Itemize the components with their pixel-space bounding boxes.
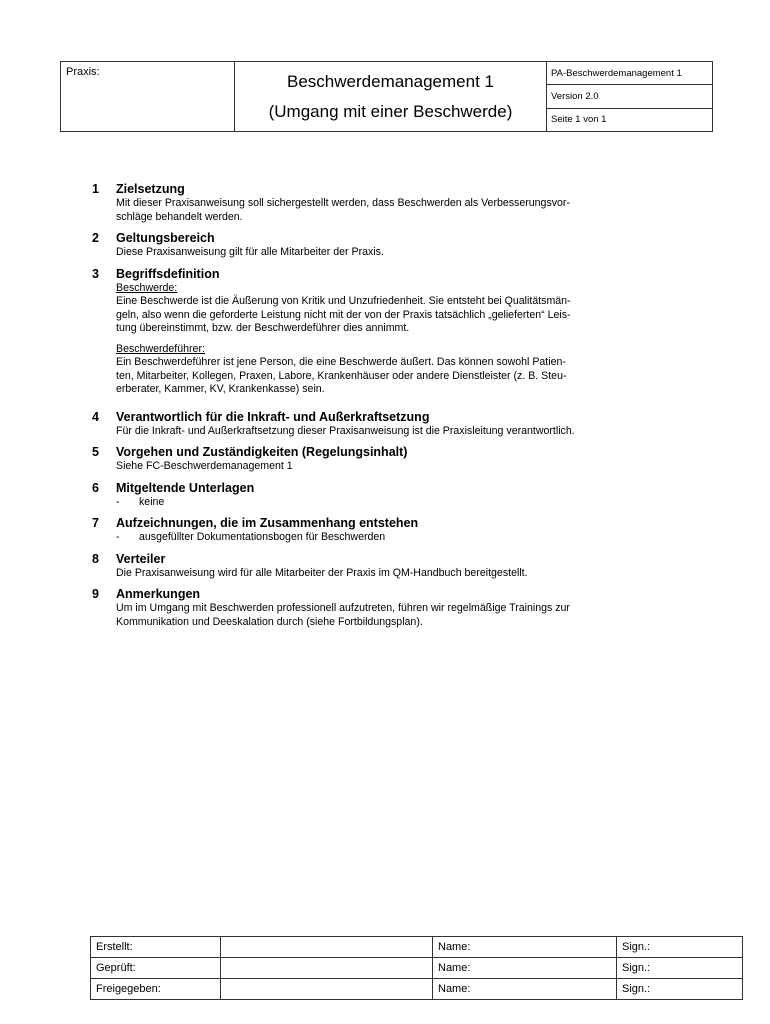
section-title: Verteiler — [116, 551, 166, 566]
doc-version: Version 2.0 — [547, 85, 712, 108]
approval-value — [221, 979, 433, 1000]
approval-sign: Sign.: — [617, 979, 743, 1000]
approval-label: Erstellt: — [91, 937, 221, 958]
section-title: Verantwortlich für die Inkraft- und Außerkraftsetzung — [116, 409, 430, 424]
approval-value — [221, 937, 433, 958]
praxis-cell: Praxis: — [61, 62, 235, 131]
section-text: Für die Inkraft- und Außerkraftsetzung dieser Praxisanweisung ist die Praxisleitung verantwortlich. — [116, 424, 575, 437]
section-vorgehen — [92, 444, 692, 474]
doc-page: Seite 1 von 1 — [551, 114, 607, 126]
approval-label: Freigegeben: — [91, 979, 221, 1000]
list-item — [116, 496, 692, 510]
list-dash: - — [116, 495, 120, 508]
approval-name: Name: — [433, 958, 617, 979]
section-begriffsdefinition — [92, 266, 692, 397]
document-meta — [547, 62, 712, 131]
section-verteiler — [92, 551, 692, 581]
section-number: 8 — [92, 551, 99, 566]
section-number: 5 — [92, 445, 99, 459]
title-line-2: (Umgang mit einer Beschwerde) — [268, 101, 513, 121]
approval-table — [90, 936, 743, 1000]
document-title — [235, 62, 547, 131]
section-text: Ein Beschwerdeführer ist jene Person, die eine Beschwerde äußert. Das können sowohl Patien- — [116, 356, 566, 368]
section-verantwortlich — [92, 409, 692, 439]
section-text: Kommunikation und Deeskalation durch (siehe Fortbildungsplan). — [116, 615, 423, 628]
section-title: Zielsetzung — [116, 182, 185, 196]
doc-id: PA-Beschwerdemanagement 1 — [547, 62, 712, 85]
section-number: 9 — [92, 587, 99, 601]
list-item-text: keine — [139, 495, 165, 508]
approval-sign: Sign.: — [617, 958, 743, 979]
section-title: Mitgeltende Unterlagen — [116, 480, 255, 495]
document-body — [92, 181, 692, 635]
section-number: 3 — [92, 266, 99, 281]
approval-value — [221, 958, 433, 979]
section-number: 6 — [92, 480, 99, 495]
table-row — [91, 958, 743, 979]
section-text: geln, also wenn die geforderte Leistung nicht mit der von der Praxis tatsächlich „gelieferten“ Leis- — [116, 308, 571, 321]
approval-sign: Sign.: — [617, 937, 743, 958]
section-title: Anmerkungen — [116, 587, 201, 601]
section-text: schläge behandelt werden. — [116, 210, 243, 223]
section-number: 4 — [92, 409, 99, 424]
section-anmerkungen — [92, 586, 692, 629]
approval-name: Name: — [433, 937, 617, 958]
section-mitgeltende-unterlagen — [92, 480, 692, 510]
section-title: Geltungsbereich — [116, 231, 215, 245]
section-text: Um im Umgang mit Beschwerden professionell aufzutreten, führen wir regelmäßige Trainings zur — [116, 602, 570, 614]
section-number: 7 — [92, 516, 99, 530]
list-item — [116, 531, 692, 545]
section-zielsetzung — [92, 181, 692, 224]
table-row — [91, 979, 743, 1000]
section-text: ten, Mitarbeiter, Kollegen, Praxen, Labore, Krankenhäuser oder andere Dienstleister (z. B. Steu- — [116, 369, 567, 382]
subheading-beschwerde: Beschwerde: — [116, 281, 178, 294]
list-dash: - — [116, 531, 120, 543]
document-header — [60, 61, 713, 132]
section-geltungsbereich — [92, 230, 692, 260]
section-title: Aufzeichnungen, die im Zusammenhang entstehen — [116, 516, 419, 530]
section-text: tung übereinstimmt, bzw. der Beschwerdeführer dies annimmt. — [116, 322, 410, 334]
table-row — [91, 937, 743, 958]
approval-label: Geprüft: — [91, 958, 221, 979]
section-title: Begriffsdefinition — [116, 266, 220, 281]
approval-name: Name: — [433, 979, 617, 1000]
section-text: Eine Beschwerde ist die Äußerung von Kritik und Unzufriedenheit. Sie entsteht bei Qualitätsmän- — [116, 295, 571, 307]
subheading-beschwerdefuehrer: Beschwerdeführer: — [116, 342, 205, 355]
section-title: Vorgehen und Zuständigkeiten (Regelungsinhalt) — [116, 445, 408, 459]
section-aufzeichnungen — [92, 515, 692, 545]
section-text: Mit dieser Praxisanweisung soll sichergestellt werden, dass Beschwerden als Verbesserungsvor- — [116, 197, 570, 209]
section-number: 1 — [92, 182, 99, 196]
section-text: Die Praxisanweisung wird für alle Mitarbeiter der Praxis im QM-Handbuch bereitgestellt. — [116, 566, 528, 579]
section-number: 2 — [92, 231, 99, 245]
section-text: erberater, Kammer, KV, Krankenkasse) sein. — [116, 383, 325, 395]
title-line-1: Beschwerdemanagement 1 — [287, 71, 494, 91]
section-text: Siehe FC-Beschwerdemanagement 1 — [116, 460, 293, 472]
list-item-text: ausgefüllter Dokumentationsbogen für Beschwerden — [139, 531, 386, 543]
section-text: Diese Praxisanweisung gilt für alle Mitarbeiter der Praxis. — [116, 246, 384, 258]
